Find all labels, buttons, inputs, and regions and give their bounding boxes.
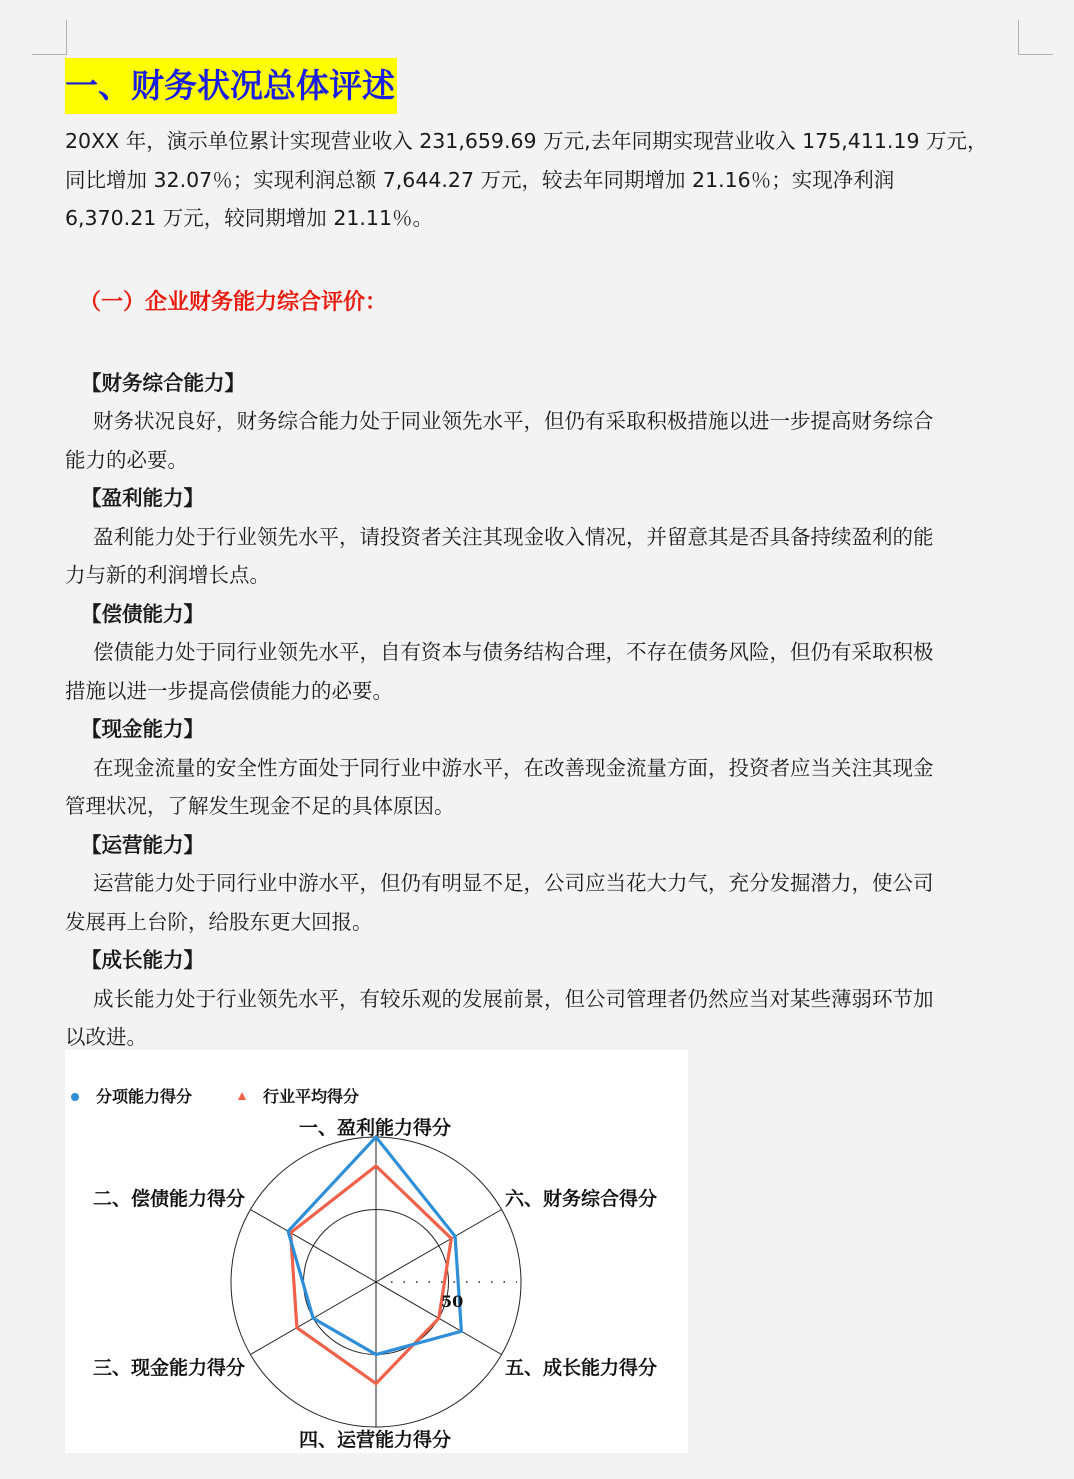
radar-chart [65,1050,688,1453]
section-line: 偿债能力处于同行业领先水平，自有资本与债务结构合理，不存在债务风险，但仍有采取积极 [93,640,934,664]
sub-heading: （一）企业财务能力综合评价： [79,289,388,315]
radar-chart-svg [65,1050,688,1453]
axis-label-cash: 三、现金能力得分 [92,1357,245,1379]
section-line: 在现金流量的安全性方面处于同行业中游水平，在改善现金流量方面，投资者应当关注其现金 [93,755,934,780]
section-line: 措施以进一步提高偿债能力的必要。 [65,678,393,703]
document-body [65,58,1025,1057]
section-title: 【成长能力】 [81,948,204,972]
axis-label-growth: 五、成长能力得分 [505,1357,658,1379]
intro-line: 20XX 年，演示单位累计实现营业收入 231,659.69 万元,去年同期实现营业收入 175,411.19 万元， [65,129,988,153]
section-line: 以改进。 [65,1025,147,1049]
spoke-line [250,1210,376,1283]
section-line: 运营能力处于同行业中游水平，但仍有明显不足，公司应当花大力气，充分发掘潜力，使公司 [93,871,934,895]
axis-label-profit: 一、盈利能力得分 [298,1117,452,1139]
section-line: 发展再上台阶，给股东更大回报。 [65,909,373,934]
intro-line: 6,370.21 万元，较同期增加 21.11％。 [65,206,434,230]
crop-mark-top-right [1018,20,1053,55]
section-list [65,364,1025,1057]
section-title: 【运营能力】 [81,832,204,857]
section-title: 【现金能力】 [81,717,204,741]
section-line: 能力的必要。 [65,447,188,472]
section-line: 成长能力处于行业领先水平，有较乐观的发展前景，但公司管理者仍然应当对某些薄弱环节加 [93,986,934,1011]
axis-label-solvency: 二、偿债能力得分 [92,1188,245,1210]
legend-marker-series-2 [238,1092,246,1100]
axis-label-operation: 四、运营能力得分 [298,1429,452,1451]
spoke-line [376,1210,502,1283]
intro-line: 同比增加 32.07％；实现利润总额 7,644.27 万元，较去年同期增加 21.16％；实现净利润 [65,167,895,192]
tick-label-50: 50 [441,1292,464,1311]
legend-label-series-2: 行业平均得分 [263,1087,360,1106]
crop-mark-top-left [32,20,67,55]
intro-paragraph [65,122,1025,238]
section-line: 力与新的利润增长点。 [65,563,270,587]
main-heading: 一、财务状况总体评述 [65,58,397,114]
legend-label-series-1: 分项能力得分 [96,1087,193,1106]
section-title: 【盈利能力】 [81,486,204,510]
axis-label-overall: 六、财务综合得分 [505,1188,658,1210]
legend-marker-series-1 [71,1093,79,1101]
section-title: 【财务综合能力】 [81,370,245,395]
section-line: 盈利能力处于行业领先水平，请投资者关注其现金收入情况，并留意其是否具备持续盈利的能 [93,524,934,549]
section-line: 管理状况，了解发生现金不足的具体原因。 [65,794,455,818]
section-title: 【偿债能力】 [81,601,204,626]
section-line: 财务状况良好，财务综合能力处于同业领先水平，但仍有采取积极措施以进一步提高财务综合 [93,409,934,433]
